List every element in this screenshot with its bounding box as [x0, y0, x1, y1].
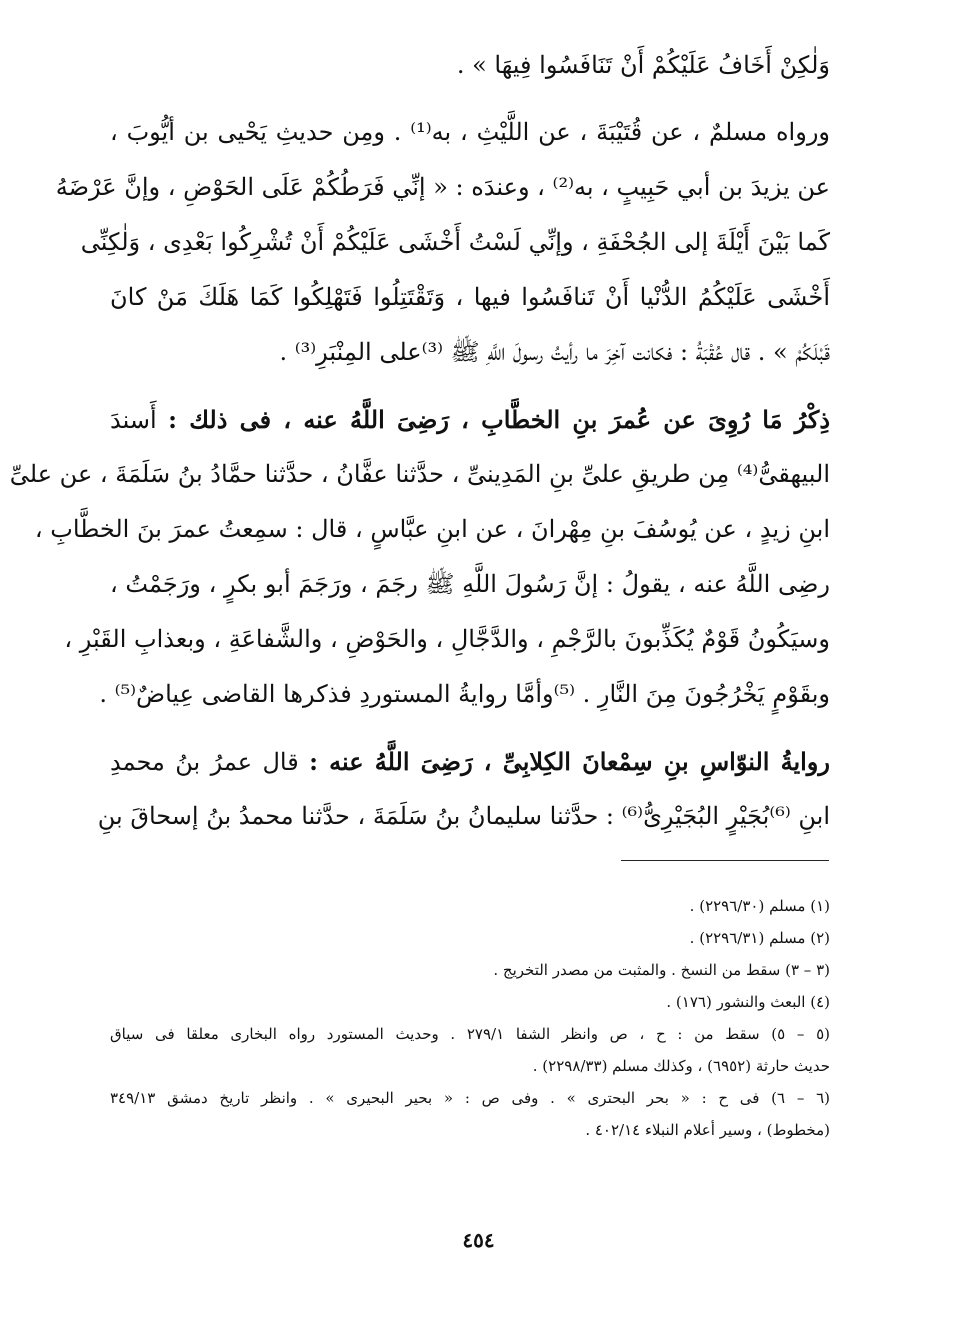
text-line: ابنِ زيدٍ ، عن يُوسُفَ بنِ مِهْرانَ ، عن ابنِ عبَّاسٍ ، قال : سمِعتُ عمرَ بنَ الخطَّابِ ، — [34, 515, 830, 543]
footnote: (٣ – ٣) سقط من النسخ . والمثبت من مصدر التخريج . — [493, 961, 830, 979]
paragraph-gap — [110, 380, 830, 392]
section-heading-nawwas: روايةُ النوّاسِ بنِ سِمْعانَ الكِلابِىِّ ، رَضِىَ اللَّهُ عنه : — [309, 747, 830, 776]
text-line: البيهقىُّ⁽⁴⁾ مِن طريقِ علىِّ بنِ المَدِينىِّ ، حدَّثنا عفَّانُ ، حدَّثنا حمَّادُ بنُ سَلَمَةَ ، عن علىِّ — [9, 460, 830, 488]
footnote: (١) مسلم (٢٢٩٦/٣٠) . — [689, 897, 830, 915]
section-heading-line — [110, 392, 830, 447]
footnote: (٥ – ٥) سقط من : ح ، ص وانظر الشفا ٢٧٩/١ . وحديث المستورد رواه البخارى معلقا فى سياق — [110, 1025, 830, 1043]
text-line: وَلٰكِنْ أَخَافُ عَلَيْكُمْ أَنْ تَنَافَسُوا فِيهَا » . — [456, 51, 830, 79]
footnote: (٢) مسلم (٢٢٩٦/٣١) . — [689, 929, 830, 947]
heading-continuation: قال عمرُ بنُ محمدِ — [110, 748, 310, 776]
text-line: ابنِ ⁽⁶⁾بُجَيْرٍ البُجَيْرِىُّ⁽⁶⁾ : حدَّثنا سليمانُ بنُ سَلَمَةَ ، حدَّثنا محمدُ بنُ إسحاقَ بنِ — [97, 802, 830, 830]
main-text — [9, 38, 831, 844]
page-number: ٤٥٤ — [462, 1228, 495, 1252]
text-line: قَبْلَكُمْ » . قال عُقْبَةُ : فكانت آخِرَ ما رأيتُ رسولَ اللَّهِ ﷺ ⁽³⁾على المِنْبَرِ⁽³⁾ . — [279, 338, 830, 366]
footnote: (٤) البعث والنشور (١٧٦) . — [666, 993, 830, 1011]
section-heading-umar: ذِكْرُ مَا رُوِىَ عن عُمرَ بنِ الخطَّابِ ، رَضِىَ اللَّهُ عنه ، فى ذلك : — [168, 405, 831, 434]
text-line: عن يزيدَ بن أبي حَبِيبٍ ، به⁽²⁾ ، وعندَه : « إنِّي فَرَطُكُمْ عَلَى الحَوْضِ ، وإنَّ عَرْضَهُ — [55, 173, 830, 201]
text-line: ورواه مسلمٌ ، عن قُتَيْبَةَ ، عن اللَّيْثِ ، به⁽¹⁾ . ومِن حديثِ يَحْيى بن أيُّوبَ ، — [110, 118, 830, 146]
footnote: (٦ – ٦) فى ح : « بحر البحترى » . وفى ص : « بحير البحيرى » . وانظر تاريخ دمشق ٣٤٩/١٣ — [110, 1089, 830, 1107]
footnote-continuation: (مخطوط) ، وسير أعلام النبلاء ٤٠٢/١٤ . — [585, 1121, 830, 1139]
text-line: وسيَكُونُ قَوْمٌ يُكَذِّبونَ بالرَّجْمِ ، والدَّجَّالِ ، والحَوْضِ ، والشَّفاعَةِ ، وبعذابِ القَبْرِ ، — [64, 625, 830, 653]
heading-continuation: أَسندَ — [110, 406, 169, 434]
text-line: رضِى اللَّهُ عنه ، يقولُ : إنَّ رَسُولَ اللَّهِ ﷺ رجَمَ ، ورَجَمَ أبو بكرٍ ، ورَجَمْتُ ، — [110, 570, 830, 598]
paragraph-gap — [110, 93, 830, 105]
footnote-separator — [621, 860, 829, 861]
section-heading-line — [110, 734, 830, 789]
text-line: كَما بَيْنَ أَيْلَةَ إلى الجُحْفَةِ ، وإنِّي لَسْتُ أَخْشَى عَلَيْكُمْ أَنْ تُشْرِكُوا بَعْدِى ، وَلٰكِنِّى — [80, 228, 830, 256]
text-line: وبقَوْمٍ يَخْرُجُونَ مِنَ النَّارِ . ⁽⁵⁾وأمَّا روايةُ المستوردِ فذكرها القاضى عِياضٌ⁽⁵⁾ . — [99, 680, 830, 708]
footnotes — [110, 890, 830, 1146]
paragraph-gap — [110, 722, 830, 734]
footnote-continuation: حديث حارثة (٦٩٥٢) ، وكذلك مسلم (٢٢٩٨/٣٣) . — [532, 1057, 830, 1075]
text-line: أَخْشَى عَلَيْكُمُ الدُّنْيا أَنْ تَنافَسُوا فيها ، وَتَقْتَتِلُوا فَتَهْلِكُوا كَمَا هَلَكَ مَنْ كانَ — [110, 283, 830, 311]
